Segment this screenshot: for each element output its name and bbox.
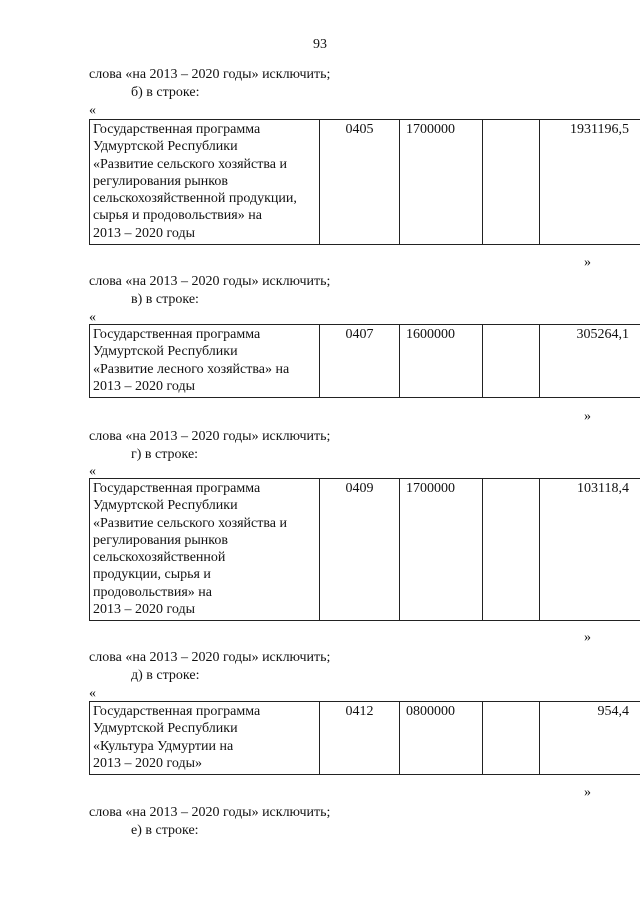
close-quote: » [584,785,591,800]
section-intro: слова «на 2013 – 2020 годы» исключить; [89,650,331,665]
section-intro: слова «на 2013 – 2020 годы» исключить; [89,805,331,820]
program-name-line: сельскохозяйственной продукции, [93,191,297,207]
target-article-cell: 1700000 [400,120,483,245]
program-name-line: Удмуртской Республики [93,344,238,360]
budget-row-table [89,324,640,398]
close-quote: » [584,255,591,270]
program-name-line: регулирования рынков [93,173,228,189]
program-name-line: продукции, сырья и [93,567,211,583]
program-name-line: «Развитие сельского хозяйства и [93,156,288,172]
section-label: б) в строке: [131,85,200,100]
amount-cell: 954,4 [540,702,640,775]
amount-cell: 103118,4 [540,479,640,621]
section-intro: слова «на 2013 – 2020 годы» исключить; [89,67,331,82]
open-quote: « [89,103,96,118]
expense-type-cell [483,702,540,775]
program-name-line: продовольствия» на [93,584,212,600]
section-code-cell: 0405 [320,120,400,245]
section-label: в) в строке: [131,292,199,307]
program-name-cell [90,702,320,775]
program-name-cell [90,120,320,245]
target-article-cell: 0800000 [400,702,483,775]
section-code-cell: 0412 [320,702,400,775]
program-name-cell [90,479,320,621]
program-name-line: Государственная программа [93,704,261,719]
amount-cell: 1931196,5 [540,120,640,245]
expense-type-cell [483,479,540,621]
open-quote: « [89,686,96,701]
open-quote: « [89,464,96,479]
program-name-cell [90,325,320,398]
close-quote: » [584,409,591,424]
program-name-line: «Культура Удмуртии на [93,738,234,754]
budget-row-table [89,478,640,621]
expense-type-cell [483,325,540,398]
program-name-line: сельскохозяйственной [93,550,226,566]
program-name-line: «Развитие сельского хозяйства и [93,515,288,531]
program-name-line: Удмуртской Республики [93,139,238,155]
program-name-line: Удмуртской Республики [93,498,238,514]
program-name-line: Государственная программа [93,481,261,496]
budget-row-table [89,701,640,775]
section-intro: слова «на 2013 – 2020 годы» исключить; [89,429,331,444]
expense-type-cell [483,120,540,245]
section-code-cell: 0407 [320,325,400,398]
program-name-line: 2013 – 2020 годы [93,225,196,241]
target-article-cell: 1600000 [400,325,483,398]
program-name-line: 2013 – 2020 годы [93,602,196,618]
budget-row-table [89,119,640,245]
program-name-line: 2013 – 2020 годы [93,378,196,394]
program-name-line: Государственная программа [93,327,261,342]
program-name-line: регулирования рынков [93,532,228,548]
section-intro: слова «на 2013 – 2020 годы» исключить; [89,274,331,289]
target-article-cell: 1700000 [400,479,483,621]
section-label: е) в строке: [131,823,199,838]
section-label: г) в строке: [131,447,199,462]
section-code-cell: 0409 [320,479,400,621]
amount-cell: 305264,1 [540,325,640,398]
program-name-line: Государственная программа [93,122,261,137]
open-quote: « [89,310,96,325]
program-name-line: «Развитие лесного хозяйства» на [93,361,290,377]
section-label: д) в строке: [131,668,200,683]
program-name-line: сырья и продовольствия» на [93,208,262,224]
close-quote: » [584,630,591,645]
program-name-line: Удмуртской Республики [93,721,238,737]
page-number: 93 [313,37,327,52]
program-name-line: 2013 – 2020 годы» [93,755,203,771]
